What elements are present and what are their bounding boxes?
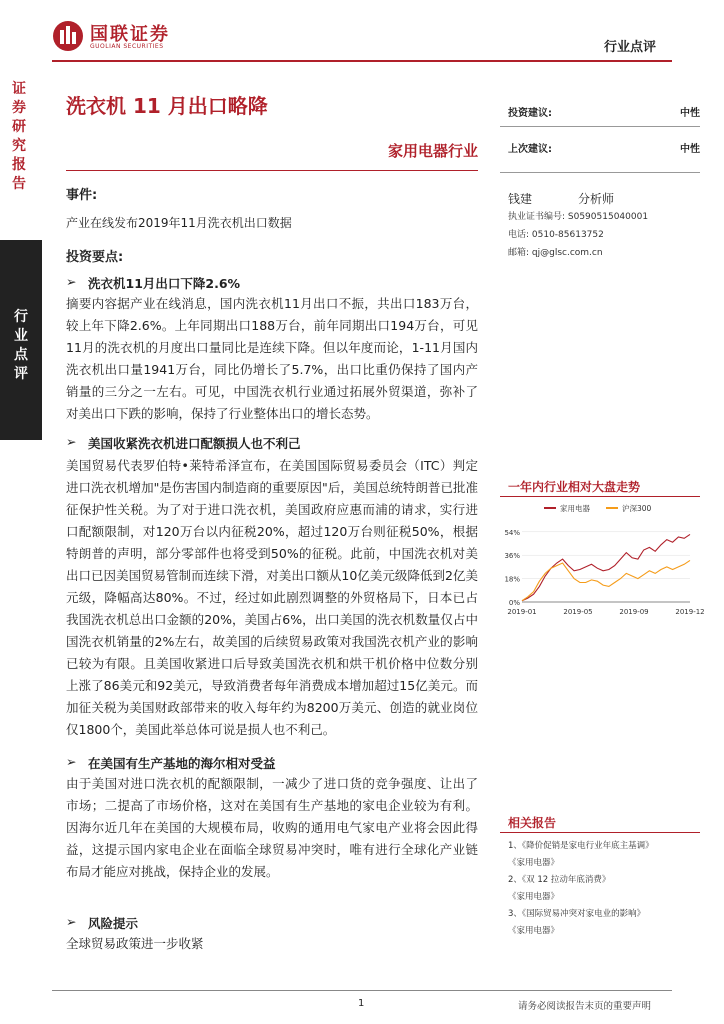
x-tick-label: 2019-01 (507, 608, 537, 616)
side-tab-review (0, 240, 42, 440)
page-title: 洗衣机 11 月出口略降 (66, 94, 268, 118)
analyst-name: 钱建 (508, 192, 533, 206)
section-3-title (66, 754, 276, 772)
y-tick-label: 18% (504, 575, 520, 584)
section-1-text: 摘要内容据产业在线消息，国内洗衣机11月出口不振，共出口183万台，较上年下降2.6%。上年同期出口188万台，前年同期出口194万台，可见11月的洗衣机的月度出口量同比是连续下降。但以年度而论，1-11月国内洗衣机出口量1941万台，同比仍增长了5.7%，出口比重仍保持了国内产销量的三分之一左右。可见，中国洗衣机行业通过拓展外贸渠道，弥补了对美出口下跌的影响，保持了行业整体出口的增长态势。 (66, 296, 478, 421)
rating-previous-value: 中性 (680, 144, 700, 155)
section-3-text: 由于美国对进口洗衣机的配额限制，一减少了进口货的竞争强度、让出了市场；二提高了市场价格，这对在美国有生产基地的家电企业较为有利。因海尔近几年在美国的大规模布局，收购的通用电气家电产业将会因此得益，这提示国内家电企业在面临全球贸易冲突时，唯有进行全球化产业链布局才能应对挑战，保持企业的发展。 (66, 776, 478, 879)
related-item: 1、《降价促销是家电行业年底主基调》 (508, 841, 654, 851)
title-rule (66, 170, 478, 171)
y-tick-label: 54% (504, 528, 520, 537)
related-item: 《家用电器》 (508, 892, 560, 902)
chart (500, 498, 705, 628)
legend-label: 沪深300 (622, 504, 652, 513)
related-item: 《家用电器》 (508, 858, 560, 868)
side-tab-research (0, 70, 38, 240)
logo-en: GUOLIAN SECURITIES (90, 43, 164, 50)
logo-icon (52, 20, 84, 52)
header-rule (52, 60, 672, 62)
related-item: 2、《双 12 拉动年底消费》 (508, 875, 611, 885)
section-4-title (66, 914, 139, 932)
side-tab-research-label: 证券研究报告 (12, 81, 26, 192)
x-tick-label: 2019-12 (675, 608, 705, 616)
arrow-icon: ➢ (66, 754, 77, 769)
section-1-title (66, 274, 241, 292)
analyst-phone: 电话: 0510-85613752 (508, 230, 604, 240)
analyst-email: 邮箱: qj@glsc.com.cn (508, 248, 603, 258)
section-3-title-text: 在美国有生产基地的海尔相对受益 (88, 756, 276, 771)
analyst-role: 分析师 (578, 192, 615, 206)
rating-rule-2 (500, 172, 700, 173)
points-heading: 投资要点: (66, 250, 124, 265)
x-tick-label: 2019-05 (563, 608, 593, 616)
event-heading: 事件: (66, 188, 98, 203)
side-tab-review-label: 行业点评 (14, 309, 28, 382)
footer-disclaimer: 请务必阅读报告末页的重要声明 (518, 1001, 652, 1012)
y-tick-label: 0% (508, 599, 520, 607)
arrow-icon: ➢ (66, 274, 77, 289)
rating-current-label: 投资建议: (508, 108, 552, 119)
x-tick-label: 2019-09 (619, 608, 649, 616)
industry-label: 家用电器行业 (387, 142, 478, 160)
related-item: 《家用电器》 (508, 926, 560, 936)
arrow-icon: ➢ (66, 914, 77, 929)
series-line-沪深300 (522, 560, 690, 600)
logo-cn: 国联证券 (90, 24, 170, 45)
page-number: 1 (358, 998, 365, 1009)
rating-current-value: 中性 (680, 108, 700, 119)
arrow-icon: ➢ (66, 434, 77, 449)
footer-rule (52, 990, 672, 991)
section-4-text: 全球贸易政策进一步收紧 (66, 936, 204, 951)
related-heading: 相关报告 (508, 816, 557, 830)
legend-label: 家用电器 (560, 504, 590, 513)
doc-type: 行业点评 (604, 40, 657, 55)
chart-title: 一年内行业相对大盘走势 (508, 480, 641, 494)
y-tick-label: 36% (504, 552, 520, 561)
section-2-title (66, 434, 301, 452)
section-2-title-text: 美国收紧洗衣机进口配额损人也不利己 (88, 436, 301, 451)
logo (52, 18, 192, 54)
rating-previous-label: 上次建议: (508, 144, 552, 155)
chart-title-rule (500, 496, 700, 497)
rating-rule-1 (500, 126, 700, 127)
section-4-title-text: 风险提示 (88, 916, 139, 931)
related-list (508, 838, 698, 940)
event-text: 产业在线发布2019年11月洗衣机出口数据 (66, 216, 292, 230)
section-1-title-text: 洗衣机11月出口下降2.6% (88, 276, 241, 291)
analyst-cert: 执业证书编号: S0590515040001 (508, 212, 649, 222)
related-rule (500, 832, 700, 833)
section-2-text: 美国贸易代表罗伯特•莱特希泽宣布，在美国国际贸易委员会（ITC）判定进口洗衣机增加"是伤害国内制造商的重要原因"后，美国总统特朗普已批准征保护性关税。为了对于进口洗衣机，美国政府应惠而浦的请求，实行进口配额限制，对120万台以内征税20%，超过120万台则征税50%，根据特朗普的声明，部分零部件也将受到50%的征税。此前，中国洗衣机对美出口已因美国贸易管制而连续下滑，对美出口额从10亿美元级降低到2亿美元级，降幅高达80%。不过，经过如此剧烈调整的外贸格局下，日本已占我国洗衣机总出口金额的20%，美国占6%，出口美国的洗衣机数量仅占中国洗衣机销量的2%左右，故美国的后续贸易政策对我国洗衣机产业的影响已较为有限。且美国收紧进口后导致美国洗衣机和烘干机价格中位数分别上涨了86美元和92美元，导致消费者每年消费成本增加超过15亿美元。而加征关税为美国财政部带来的收入每年约为8200万美元、创造的就业岗位仅1800个，美国此举总体可说是损人也不利己。 (66, 458, 478, 737)
related-item: 3、《国际贸易冲突对家电业的影响》 (508, 909, 646, 919)
